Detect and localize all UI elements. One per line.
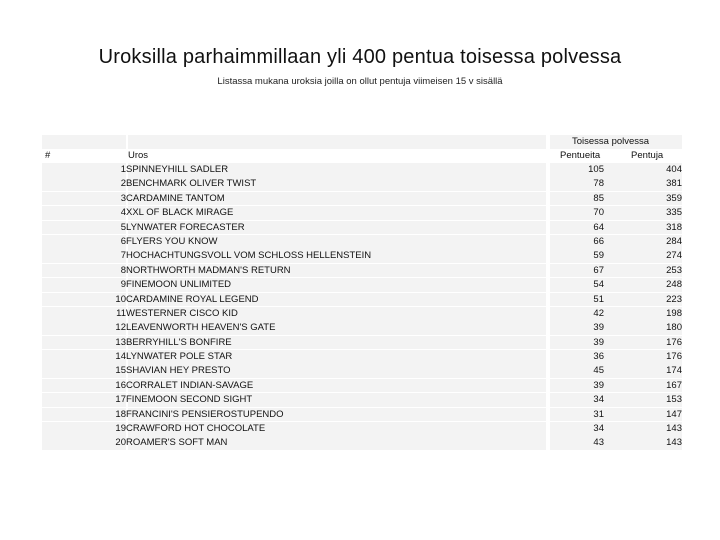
name-cell: WESTERNER CISCO KID: [126, 307, 238, 319]
name-cell: CORRALET INDIAN-SAVAGE: [126, 379, 254, 391]
name-cell: BERRYHILL'S BONFIRE: [126, 336, 232, 348]
pentuja-cell: 167: [666, 379, 682, 391]
name-cell: CARDAMINE TANTOM: [126, 192, 225, 204]
table-row: [42, 192, 682, 206]
pentuja-cell: 404: [666, 164, 682, 175]
pentueita-cell: 39: [593, 322, 604, 334]
pentuja-cell: 284: [666, 235, 682, 247]
pentueita-cell: 70: [593, 207, 604, 219]
table-row: [42, 350, 682, 364]
pentueita-cell: 39: [593, 336, 604, 348]
header-band-middle: [128, 135, 546, 149]
name-cell: SPINNEYHILL SADLER: [126, 164, 229, 175]
rank-cell: 8: [120, 264, 126, 276]
pentueita-cell: 34: [593, 423, 604, 435]
rank-cell: 10: [115, 293, 126, 305]
rank-cell: 5: [120, 221, 126, 233]
table-row: [42, 249, 682, 263]
rank-cell: 7: [120, 250, 126, 262]
name-cell: NORTHWORTH MADMAN'S RETURN: [126, 264, 291, 276]
table-row: [42, 408, 682, 422]
table-row: [42, 436, 682, 450]
pentueita-cell: 42: [593, 307, 604, 319]
table-row: [42, 336, 682, 350]
name-cell: LYNWATER POLE STAR: [126, 351, 233, 363]
table-row: [42, 235, 682, 249]
name-cell: CRAWFORD HOT CHOCOLATE: [126, 423, 266, 435]
col-header-pentuja: Pentuja: [631, 150, 664, 161]
pentueita-cell: 54: [593, 279, 604, 291]
rank-cell: 19: [115, 423, 126, 435]
rank-cell: 3: [120, 192, 126, 204]
pentuja-cell: 153: [666, 394, 682, 406]
table-row: [42, 379, 682, 393]
pentuja-cell: 335: [666, 207, 682, 219]
pentuja-cell: 248: [666, 279, 682, 291]
name-cell: XXL OF BLACK MIRAGE: [126, 207, 234, 219]
rank-cell: 15: [115, 365, 126, 377]
name-cell: SHAVIAN HEY PRESTO: [126, 365, 231, 377]
pentuja-cell: 359: [666, 192, 682, 204]
pentueita-cell: 45: [593, 365, 604, 377]
table-row: [42, 177, 682, 191]
rank-cell: 14: [115, 351, 126, 363]
name-cell: ROAMER'S SOFT MAN: [126, 437, 228, 449]
name-cell: FINEMOON SECOND SIGHT: [126, 394, 253, 406]
pentuja-cell: 223: [666, 293, 682, 305]
col-header-name: Uros: [128, 150, 149, 161]
table-row: [42, 321, 682, 335]
name-cell: LEAVENWORTH HEAVEN'S GATE: [126, 322, 276, 334]
pentueita-cell: 51: [593, 293, 604, 305]
rank-cell: 9: [120, 279, 126, 291]
rank-cell: 11: [116, 307, 126, 319]
pentuja-cell: 143: [666, 437, 682, 449]
pentuja-cell: 180: [666, 322, 682, 334]
pentuja-cell: 381: [666, 178, 682, 190]
name-cell: LYNWATER FORECASTER: [126, 221, 245, 233]
pentueita-cell: 59: [593, 250, 604, 262]
pentueita-cell: 85: [593, 192, 604, 204]
pentueita-cell: 31: [593, 408, 604, 420]
rank-cell: 12: [115, 322, 126, 334]
table-row: [42, 264, 682, 278]
page-subtitle: Listassa mukana uroksia joilla on ollut pentuja viimeisen 15 v sisällä: [217, 76, 503, 87]
rank-cell: 16: [115, 379, 126, 391]
pentueita-cell: 67: [593, 264, 604, 276]
col-header-pentueita: Pentueita: [560, 150, 601, 161]
pentueita-cell: 34: [593, 394, 604, 406]
rank-cell: 1: [120, 164, 126, 175]
pentuja-cell: 176: [666, 336, 682, 348]
page-title: Uroksilla parhaimmillaan yli 400 pentua toisessa polvessa: [98, 46, 622, 68]
pentuja-cell: 198: [666, 307, 682, 319]
name-cell: FRANCINI'S PENSIEROSTUPENDO: [126, 408, 284, 420]
pentueita-cell: 64: [593, 221, 604, 233]
table-row: [42, 307, 682, 321]
pentuja-cell: 143: [666, 423, 682, 435]
pentuja-cell: 174: [666, 365, 682, 377]
name-cell: HOCHACHTUNGSVOLL VOM SCHLOSS HELLENSTEIN: [126, 250, 372, 262]
rank-cell: 17: [115, 394, 126, 406]
name-cell: CARDAMINE ROYAL LEGEND: [126, 293, 259, 305]
col-header-rank: #: [45, 150, 51, 161]
pentuja-cell: 253: [666, 264, 682, 276]
rank-cell: 6: [120, 235, 126, 247]
pentuja-cell: 318: [666, 221, 682, 233]
pentuja-cell: 176: [666, 351, 682, 363]
header-group-label: Toisessa polvessa: [572, 136, 650, 147]
table-body: [42, 163, 682, 451]
rank-cell: 20: [115, 437, 126, 449]
table-row: [42, 364, 682, 378]
table-row: [42, 221, 682, 235]
name-cell: FINEMOON UNLIMITED: [126, 279, 232, 291]
pentueita-cell: 66: [593, 235, 604, 247]
table-row: [42, 206, 682, 220]
header-band-left: [42, 135, 126, 149]
pentueita-cell: 78: [593, 178, 604, 190]
table-row: [42, 293, 682, 307]
table-row: [42, 393, 682, 407]
rank-cell: 4: [120, 207, 126, 219]
rank-cell: 18: [115, 408, 126, 420]
rank-cell: 13: [115, 336, 126, 348]
name-cell: BENCHMARK OLIVER TWIST: [126, 178, 257, 190]
rank-cell: 2: [120, 178, 126, 190]
pentueita-cell: 39: [593, 379, 604, 391]
name-cell: FLYERS YOU KNOW: [126, 235, 218, 247]
table-row: [42, 278, 682, 292]
pentueita-cell: 36: [593, 351, 604, 363]
pentuja-cell: 147: [666, 408, 682, 420]
table-row: [42, 422, 682, 436]
pentueita-cell: 43: [593, 437, 604, 449]
pentuja-cell: 274: [666, 250, 682, 262]
table-row: [42, 163, 682, 177]
pentueita-cell: 105: [588, 164, 604, 175]
